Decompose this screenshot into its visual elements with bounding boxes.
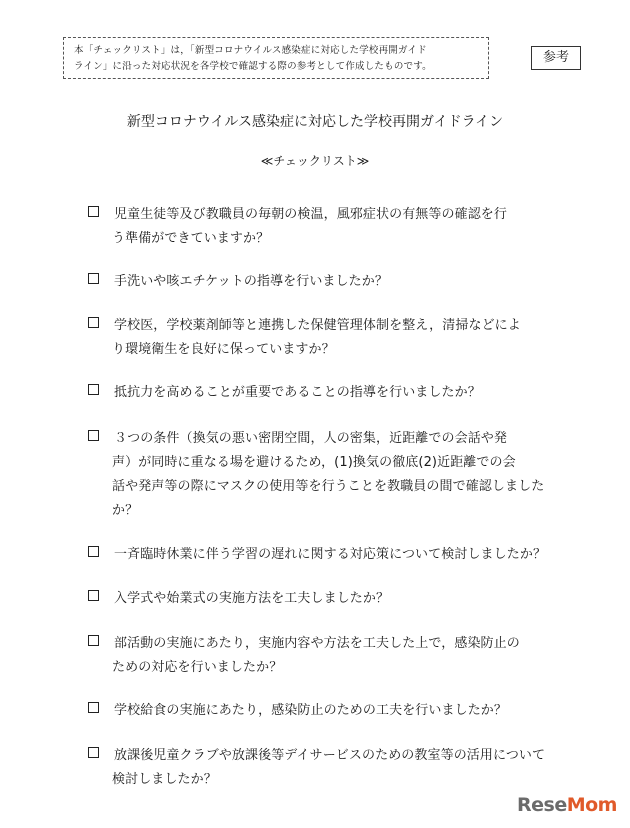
item-line: か？ xyxy=(112,503,139,518)
checklist-item xyxy=(88,427,558,523)
item-line: 学校医，学校薬剤師等と連携した保健管理体制を整え，清掃などによ xyxy=(114,318,521,333)
checkbox-icon[interactable] xyxy=(88,430,99,441)
checklist-item xyxy=(88,314,558,362)
watermark-part-2: Mom xyxy=(566,794,617,816)
checklist-item xyxy=(88,587,558,611)
checklist-subtitle: ≪チェックリスト≫ xyxy=(260,154,370,168)
resemom-watermark-logo xyxy=(517,794,617,816)
checkbox-icon[interactable] xyxy=(88,546,99,557)
note-box xyxy=(63,37,489,79)
checklist-item xyxy=(88,270,558,294)
reference-badge: 参考 xyxy=(531,46,581,70)
item-line: り環境衛生を良好に保っていますか？ xyxy=(112,342,335,357)
checklist-item xyxy=(88,381,558,405)
item-line: 入学式や始業式の実施方法を工夫しましたか？ xyxy=(114,591,390,606)
note-line-2: ライン」に沿った対応状況を各学校で確認する際の参考として作成したものです。 xyxy=(74,61,432,72)
item-line: 一斉臨時休業に伴う学習の遅れに関する対応策について検討しましたか？ xyxy=(114,547,547,562)
item-line: 児童生徒等及び教職員の毎朝の検温，風邪症状の有無等の確認を行 xyxy=(114,207,508,222)
note-line-1: 本「チェックリスト」は，「新型コロナウイルス感染症に対応した学校再開ガイド xyxy=(74,45,427,56)
watermark-part-1: Rese xyxy=(517,794,567,816)
item-line: ための対応を行いましたか？ xyxy=(112,660,283,675)
item-line: 声）が同時に重なる場を避けるため，(1)換気の徹底(2)近距離での会 xyxy=(112,455,516,470)
checkbox-icon[interactable] xyxy=(88,384,99,395)
checklist-item xyxy=(88,699,558,723)
checkbox-icon[interactable] xyxy=(88,273,99,284)
item-line: 放課後児童クラブや放課後等デイサービスのための教室等の活用について xyxy=(114,748,546,763)
item-line: 話や発声等の際にマスクの使用等を行うことを教職員の間で確認しました xyxy=(112,479,545,494)
item-line: ３つの条件（換気の悪い密閉空間，人の密集，近距離での会話や発 xyxy=(114,431,508,446)
item-line: 検討しましたか？ xyxy=(112,772,217,787)
checklist-item xyxy=(88,632,558,680)
checkbox-icon[interactable] xyxy=(88,702,99,713)
item-line: 抵抗力を高めることが重要であることの指導を行いましたか？ xyxy=(114,385,481,400)
item-line: 学校給食の実施にあたり，感染防止のための工夫を行いましたか？ xyxy=(114,703,508,718)
checkbox-icon[interactable] xyxy=(88,317,99,328)
document-title: 新型コロナウイルス感染症に対応した学校再開ガイドライン xyxy=(126,114,504,130)
checklist-item xyxy=(88,543,558,567)
checkbox-icon[interactable] xyxy=(88,590,99,601)
checkbox-icon[interactable] xyxy=(88,206,99,217)
item-line: う準備ができていますか？ xyxy=(112,231,270,246)
item-line: 部活動の実施にあたり，実施内容や方法を工夫した上で，感染防止の xyxy=(114,636,520,651)
checkbox-icon[interactable] xyxy=(88,747,99,758)
checkbox-icon[interactable] xyxy=(88,635,99,646)
checklist-item xyxy=(88,203,558,251)
item-line: 手洗いや咳エチケットの指導を行いましたか？ xyxy=(114,274,388,289)
checklist-item xyxy=(88,744,558,792)
